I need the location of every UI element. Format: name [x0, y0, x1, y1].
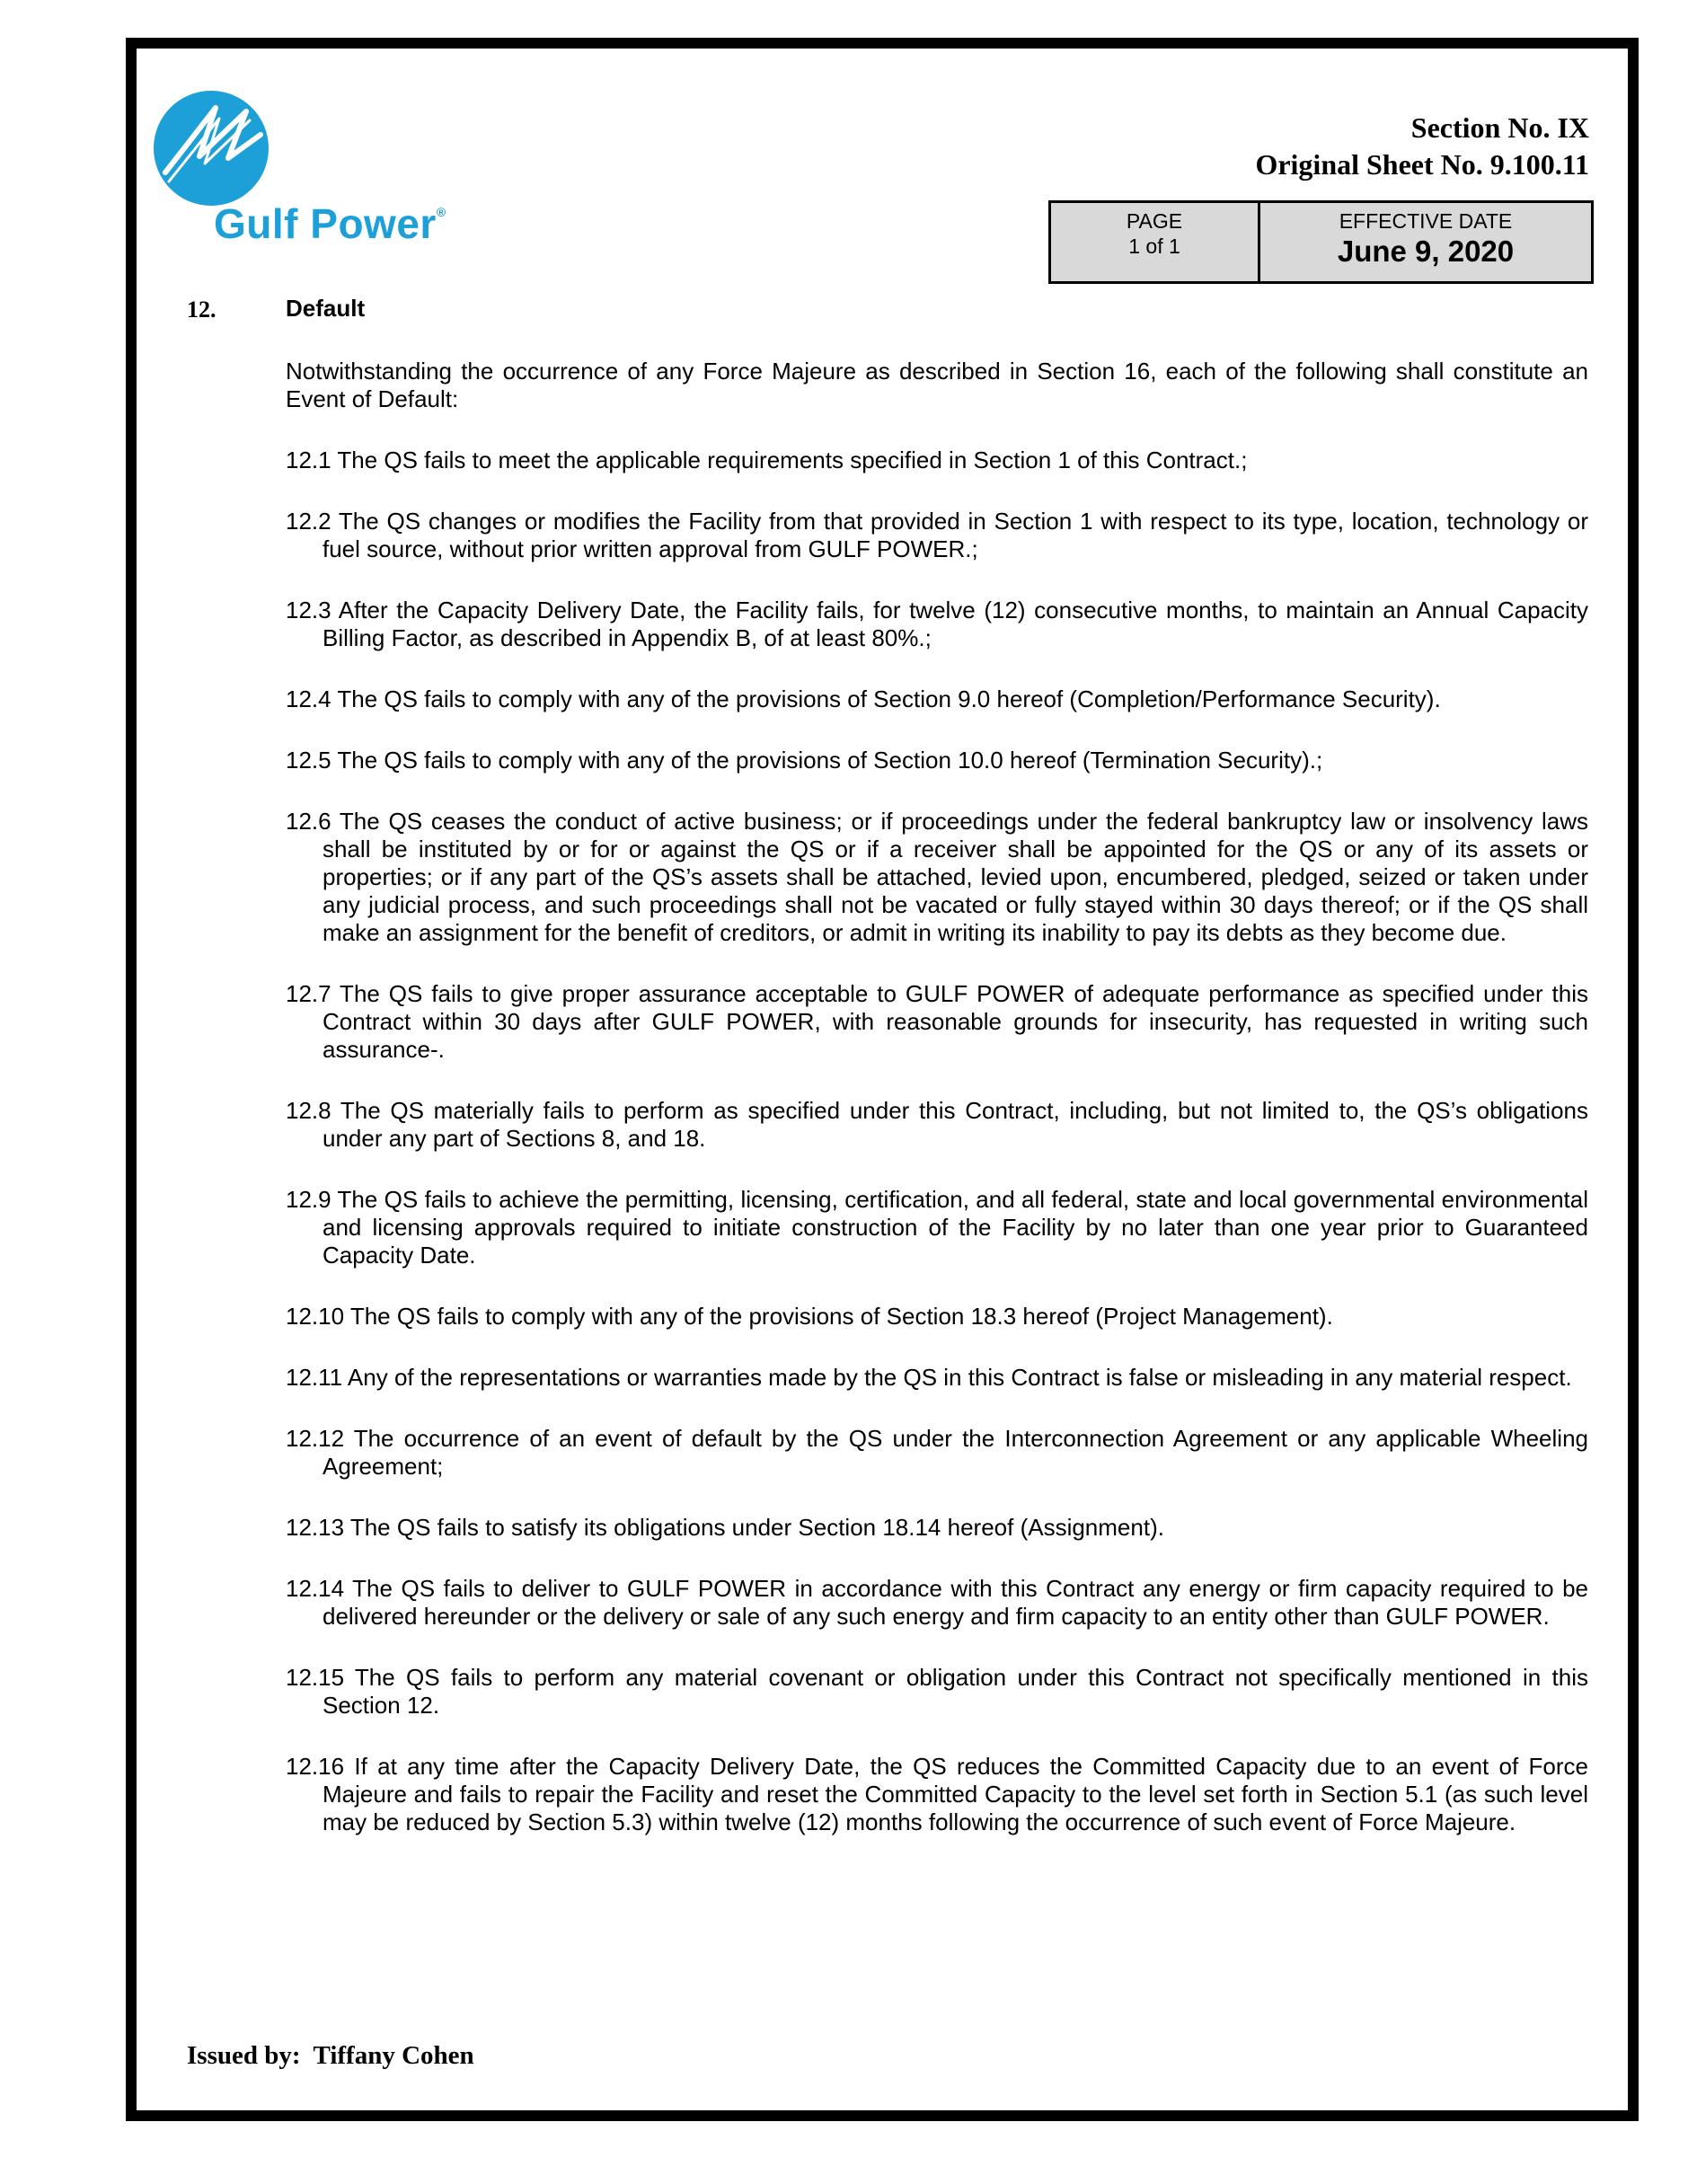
- default-item: 12.8 The QS materially fails to perform as specified under this Contract, including, but not limited to, the QS’s obligations under any part of Sections 8, and 18.: [286, 1097, 1588, 1152]
- default-item: 12.3 After the Capacity Delivery Date, the Facility fails, for twelve (12) consecutive months, to maintain an Annual Capacity Billing Factor, as described in Appendix B, of at least 80%.;: [286, 597, 1588, 651]
- default-item: 12.7 The QS fails to give proper assurance acceptable to GULF POWER of adequate performance as specified under this Contract within 30 days after GULF POWER, with reasonable grounds for insecurity, has requested in writing such assurance-.: [286, 980, 1588, 1063]
- default-item: 12.5 The QS fails to comply with any of the provisions of Section 10.0 hereof (Termination Security).;: [286, 747, 1323, 774]
- section-number: 12.: [187, 296, 217, 323]
- default-item: 12.1 The QS fails to meet the applicable requirements specified in Section 1 of this Contract.;: [286, 447, 1248, 473]
- default-item: 12.10 The QS fails to comply with any of the provisions of Section 18.3 hereof (Project Management).: [286, 1303, 1333, 1330]
- default-item: 12.6 The QS ceases the conduct of active business; or if proceedings under the federal bankruptcy law or insolvency laws shall be instituted by or for or against the QS or if a receiver shall be appointed for the QS or any of its assets or properties; or if any part of the QS’s assets shall be attached, levied upon, encumbered, pledged, seized or taken under any judicial process, and such proceedings shall not be vacated or fully stayed within 30 days thereof; or if the QS shall make an assignment for the benefit of creditors, or admit in writing its inability to pay its debts as they become due.: [286, 808, 1588, 946]
- issued-by-label: Issued by:: [187, 2041, 301, 2070]
- default-item: 12.2 The QS changes or modifies the Facility from that provided in Section 1 with respect to its type, location, technology or fuel source, without prior written approval from GULF POWER.;: [286, 508, 1588, 562]
- effective-date-label: EFFECTIVE DATE: [1339, 209, 1513, 233]
- issued-by-name: Tiffany Cohen: [313, 2041, 474, 2070]
- effective-date-value: June 9, 2020: [1337, 234, 1515, 268]
- section-number-label: Section No. IX: [1410, 111, 1589, 144]
- issued-by: [187, 2041, 474, 2071]
- section-title: Default: [286, 295, 366, 322]
- default-item: 12.16 If at any time after the Capacity Delivery Date, the QS reduces the Committed Capacity due to an event of Force Majeure and fails to repair the Facility and reset the Committed Capacity to the level set forth in Section 5.1 (as such level may be reduced by Section 5.3) within twelve (12) months following the occurrence of such event of Force Majeure.: [286, 1753, 1588, 1835]
- page-label: PAGE: [1126, 209, 1183, 233]
- page-cell: [1051, 203, 1260, 281]
- sheet-header: [1255, 110, 1589, 183]
- effective-date-cell: [1260, 203, 1591, 281]
- sheet-number-label: Original Sheet No. 9.100.11: [1255, 148, 1589, 181]
- default-item: 12.9 The QS fails to achieve the permitting, licensing, certification, and all federal, state and local governmental environmental and licensing approvals required to initiate construction of the Facility by no later than one year prior to Guaranteed Capacity Date.: [286, 1186, 1588, 1269]
- section-intro: Notwithstanding the occurrence of any Force Majeure as described in Section 16, each of the following shall constitute an Event of Default:: [286, 358, 1588, 412]
- page-value: 1 of 1: [1128, 234, 1180, 258]
- gulf-power-logo-icon: [153, 90, 270, 207]
- default-item: 12.11 Any of the representations or warranties made by the QS in this Contract is false or misleading in any material respect.: [286, 1364, 1572, 1391]
- page-info-box: [1048, 200, 1594, 284]
- default-item: 12.13 The QS fails to satisfy its obligations under Section 18.14 hereof (Assignment).: [286, 1514, 1164, 1541]
- section-body: [286, 358, 1588, 1870]
- default-item: 12.14 The QS fails to deliver to GULF POWER in accordance with this Contract any energy or firm capacity required to be delivered hereunder or the delivery or sale of any such energy and firm capacity to an entity other than GULF POWER.: [286, 1575, 1588, 1630]
- default-item: 12.4 The QS fails to comply with any of the provisions of Section 9.0 hereof (Completion/Performance Security).: [286, 685, 1441, 712]
- company-name: Gulf Power®: [214, 200, 446, 247]
- company-logo: [153, 90, 530, 261]
- default-item: 12.15 The QS fails to perform any material covenant or obligation under this Contract not specifically mentioned in this Section 12.: [286, 1664, 1588, 1719]
- default-item: 12.12 The occurrence of an event of default by the QS under the Interconnection Agreement or any applicable Wheeling Agreement;: [286, 1425, 1588, 1480]
